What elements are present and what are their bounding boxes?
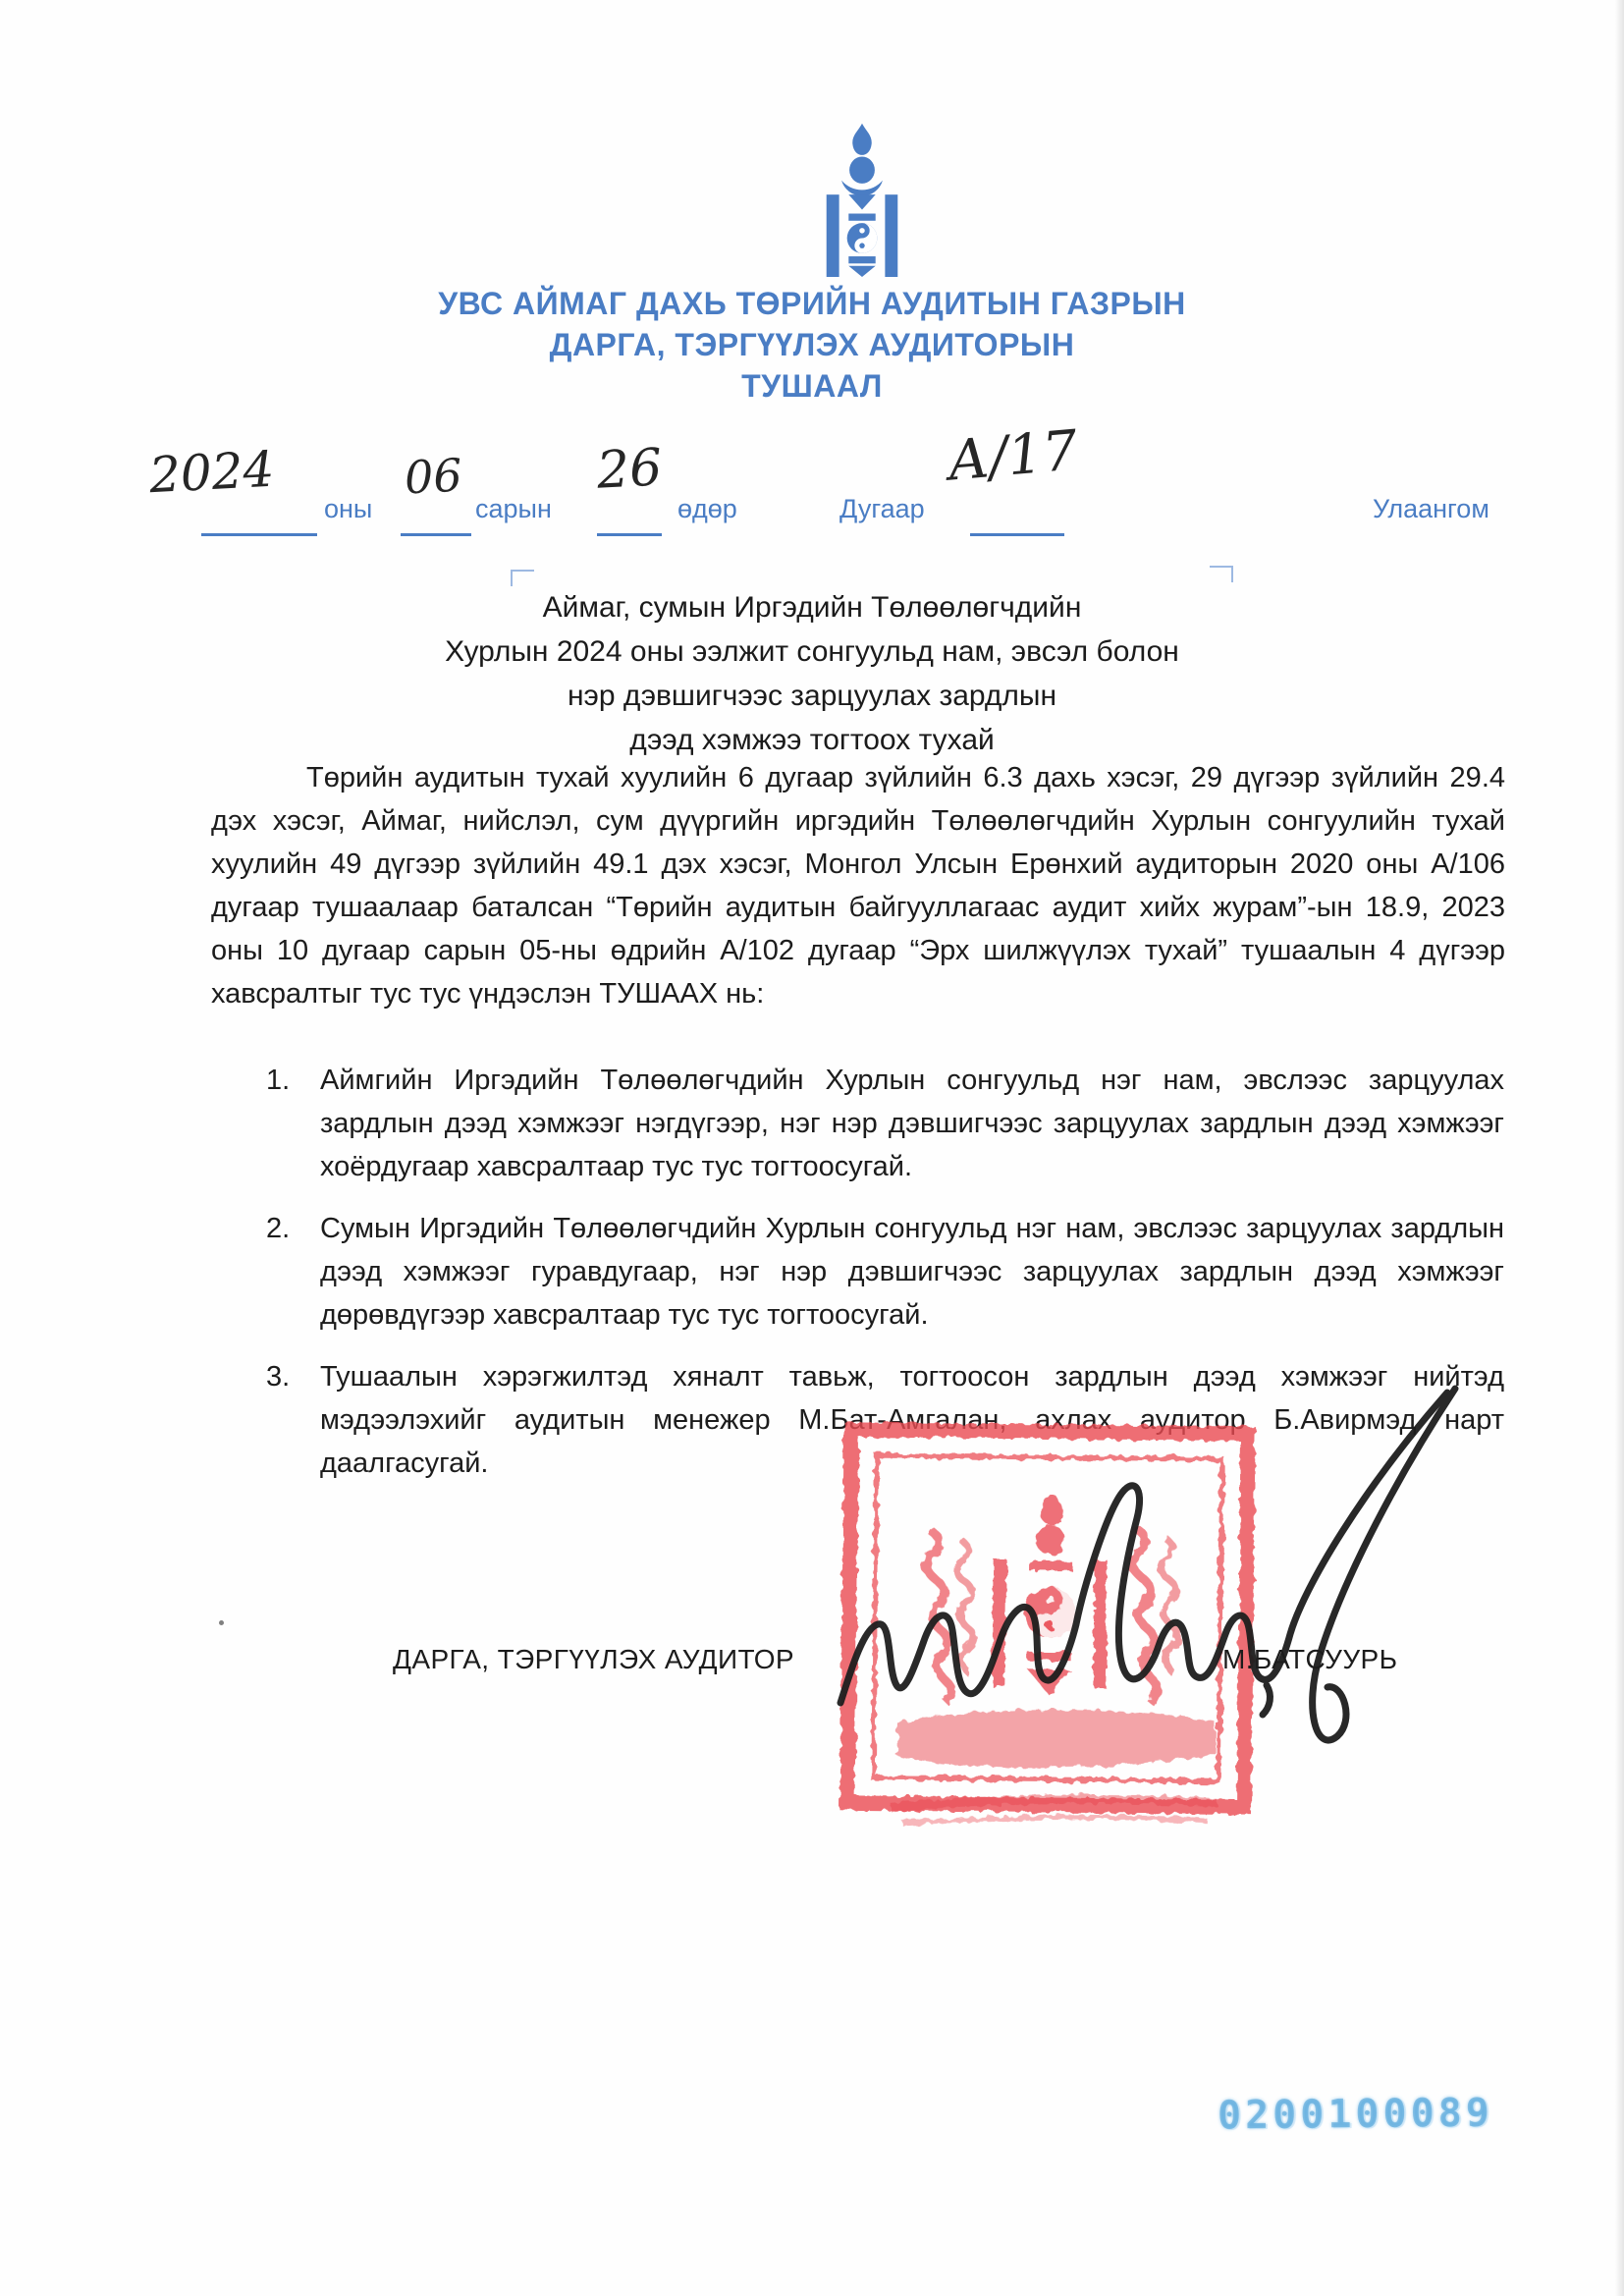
number-label: Дугаар — [839, 494, 925, 523]
list-item — [266, 1059, 1504, 1188]
title-line: дээд хэмжээ тогтоох тухай — [629, 724, 995, 756]
handwritten-month: 06 — [403, 448, 463, 505]
title-line: нэр дэвшигчээс зарцуулах зардлын — [567, 680, 1057, 712]
list-item-number: 2. — [266, 1213, 291, 1244]
signatory-name: М.БАТСУУРЬ — [1222, 1644, 1398, 1674]
org-name-line1: УВС АЙМАГ ДАХЬ ТӨРИЙН АУДИТЫН ГАЗРЫН — [438, 286, 1186, 321]
day-underline — [597, 533, 662, 536]
title-line: Хурлын 2024 оны ээлжит сонгуульд нам, эвсэл болон — [445, 635, 1179, 668]
handwritten-doc-number: А/17 — [945, 418, 1081, 494]
list-item — [266, 1207, 1504, 1337]
registration-number-stamp: 0200100089 — [1217, 2090, 1494, 2139]
list-item-number: 3. — [266, 1361, 291, 1393]
list-item-number: 1. — [266, 1065, 291, 1096]
title-corner-mark-left — [511, 570, 534, 586]
doc-type-label: ТУШААЛ — [741, 368, 883, 404]
city-label: Улаангом — [1373, 494, 1489, 523]
scan-speck — [219, 1620, 224, 1625]
list-item-text: Сумын Иргэдийн Төлөөлөгчдийн Хурлын сонгуульд нэг нам, эвслээс зарцуулах зардлын дээд хэмжээг гуравдугаар, нэг нэр дэвшигчээс зарцуулах зардлын дээд хэмжээг дөрөвдүгээр хавсралтаар тус тус тогтоосугай. — [320, 1213, 1504, 1331]
month-label: сарын — [475, 494, 552, 523]
list-item-text: Тушаалын хэрэгжилтэд хяналт тавьж, тогтоосон зардлын дээд хэмжээг нийтэд мэдээлэхийг аудитын менежер М.Бат-Амгалан, ахлах аудитор Б.Авирмэд нарт даалгасугай. — [320, 1361, 1504, 1479]
year-label: оны — [324, 494, 373, 523]
signatory-role: ДАРГА, ТЭРГҮҮЛЭХ АУДИТОР — [393, 1644, 795, 1674]
preamble-paragraph: Төрийн аудитын тухай хуулийн 6 дугаар зүйлийн 6.3 дахь хэсэг, 29 дүгээр зүйлийн 29.4 дэх хэсэг, Аймаг, нийслэл, сум дүүргийн иргэдийн Төлөөлөгчдийн Хурлын сонгуулийн тухай хуулийн 49 дүгээр зүйлийн 49.1 дэх хэсэг, Монгол Улсын Ерөнхий аудиторын 2020 оны А/106 дугаар тушаалаар баталсан “Төрийн аудитын байгууллагаас аудит хийх журам”-ын 18.9, 2023 оны 10 дугаар сарын 05-ны өдрийн А/102 дугаар “Эрх шилжүүлэх тухай” тушаалын 4 дүгээр хавсралтыг тус тус үндэслэн ТУШААХ нь: — [211, 762, 1505, 1010]
document-title — [0, 585, 1624, 762]
number-underline — [970, 533, 1064, 536]
soyombo-emblem-icon — [813, 122, 911, 277]
month-underline — [401, 533, 471, 536]
day-label: өдөр — [677, 494, 737, 523]
org-header — [0, 283, 1624, 407]
handwritten-day: 26 — [595, 438, 664, 501]
year-underline — [201, 533, 317, 536]
handwritten-year: 2024 — [147, 440, 276, 505]
list-item-text: Аймгийн Иргэдийн Төлөөлөгчдийн Хурлын сонгуульд нэг нам, эвслээс зарцуулах зардлын дээд хэмжээг нэгдүгээр, нэг нэр дэвшигчээс зарцуулах зардлын дээд хэмжээг хоёрдугаар хавсралтаар тус тус тогтоосугай. — [320, 1065, 1504, 1182]
org-name-line2: ДАРГА, ТЭРГҮҮЛЭХ АУДИТОРЫН — [549, 327, 1075, 362]
title-corner-mark-right — [1210, 566, 1233, 582]
title-line: Аймаг, сумын Иргэдийн Төлөөлөгчдийн — [542, 591, 1082, 624]
handwritten-signature — [813, 1371, 1500, 1783]
